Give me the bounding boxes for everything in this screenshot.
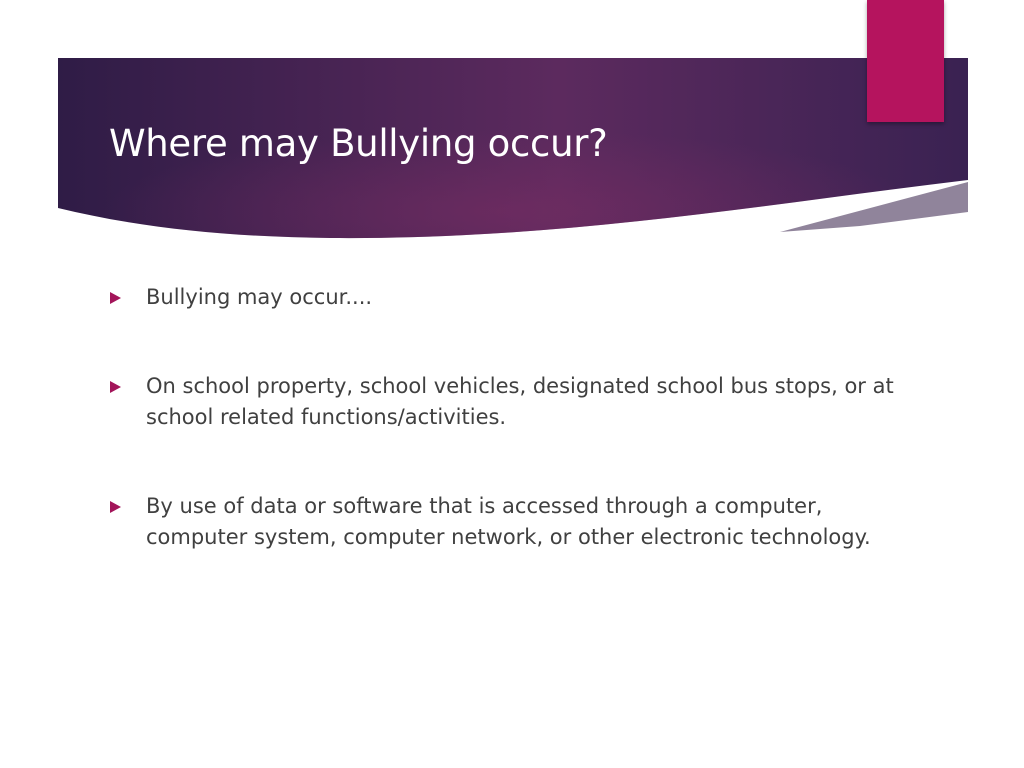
bullet-text: Bullying may occur.... <box>146 285 373 309</box>
triangle-right-icon <box>110 501 121 513</box>
bullet-list <box>106 282 906 553</box>
bullet-item <box>106 491 906 553</box>
slide-title: Where may Bullying occur? <box>109 122 608 165</box>
bullet-item <box>106 282 906 313</box>
triangle-right-icon <box>110 292 121 304</box>
triangle-right-icon <box>110 381 121 393</box>
bullet-text: By use of data or software that is accessed through a computer, computer system, computer network, or other electronic technology. <box>146 494 871 549</box>
bullet-item <box>106 371 906 433</box>
bullet-text: On school property, school vehicles, designated school bus stops, or at school related functions/activities. <box>146 374 894 429</box>
accent-tab <box>867 0 944 122</box>
